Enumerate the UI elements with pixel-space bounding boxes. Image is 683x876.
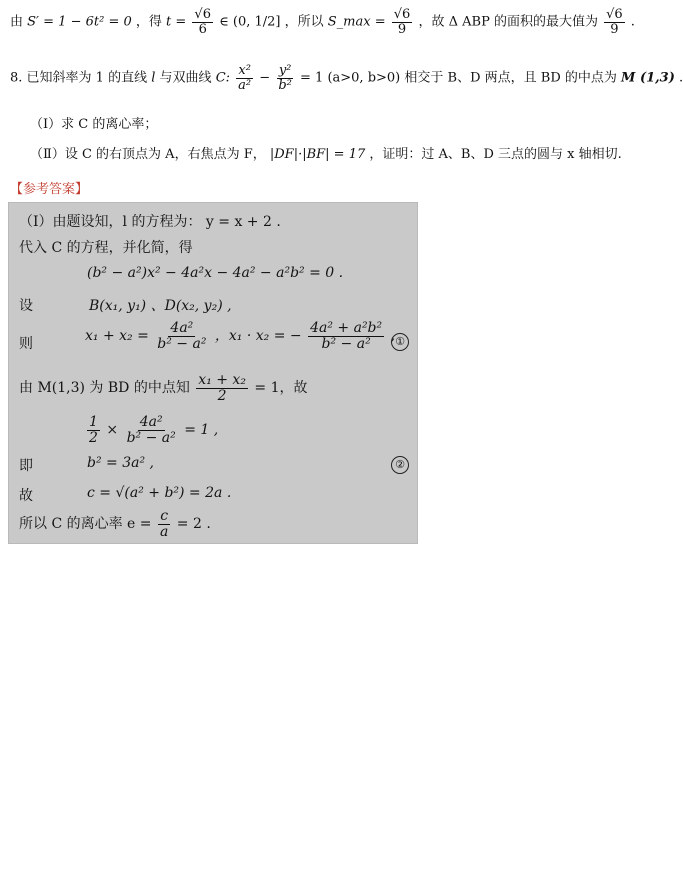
curve-name: C: xyxy=(215,70,231,86)
frac-num: x² xyxy=(238,63,251,78)
prev-interval: ∈ (0, 1/2] xyxy=(219,14,281,30)
frac-den: b² xyxy=(278,77,292,93)
midpoint-fraction xyxy=(196,373,248,403)
prev-smax-lhs: S_max = xyxy=(327,14,386,30)
minus-sign: − xyxy=(259,70,271,86)
frac-den: b² − a² xyxy=(321,335,371,352)
prev-solution-line xyxy=(10,8,635,36)
row-end: , xyxy=(390,328,396,345)
problem-number: 8. xyxy=(10,70,23,86)
sum-lhs: x₁ + x₂ = xyxy=(85,328,149,345)
equation-rhs: = 1 (a>0, b>0) xyxy=(300,70,401,86)
eccentricity-fraction xyxy=(158,509,170,539)
solution-row xyxy=(85,415,218,445)
answer-label: 【参考答案】 xyxy=(10,182,89,197)
frac-den: 9 xyxy=(397,21,407,37)
row-end: = 1 , xyxy=(184,422,219,439)
equation-mark-1: ① xyxy=(391,333,409,351)
solution-row: (b² − a²)x² − 4a²x − 4a² − a²b² = 0 . xyxy=(87,265,344,281)
frac-den: a xyxy=(159,523,169,540)
line-name: l xyxy=(151,70,156,86)
prev-end: . xyxy=(630,14,635,30)
frac-num: √6 xyxy=(606,7,623,22)
prev-lead: 由 xyxy=(10,14,24,30)
solution-scan xyxy=(8,202,418,544)
frac-den: 6 xyxy=(198,21,207,37)
frac-num: 4a² xyxy=(139,414,163,430)
frac-num: 1 xyxy=(89,414,98,430)
frac-num: 4a² + a²b² xyxy=(310,320,383,336)
prev-s-fraction xyxy=(392,8,413,36)
solution-row xyxy=(19,509,211,539)
sum-fraction xyxy=(155,321,208,351)
prev-text: ，得 xyxy=(135,14,162,30)
prev-t-lhs: t = xyxy=(166,14,187,30)
half-fraction xyxy=(87,415,100,445)
solution-row: 代入 C 的方程，并化简，得 xyxy=(19,240,193,256)
eccentricity-result: = 2 . xyxy=(176,516,211,533)
solution-row xyxy=(85,321,395,351)
part-2-formula: |DF|·|BF| = 17 xyxy=(269,147,366,162)
frac-den: b² − a² xyxy=(126,429,176,446)
times-sign: × xyxy=(106,422,119,439)
problem-text: 已知斜率为 1 的直线 xyxy=(26,70,148,86)
problem-text: 相交于 B、D 两点，且 BD 的中点为 xyxy=(404,70,617,86)
midpoint-text: 由 M(1,3) 为 BD 的中点知 xyxy=(19,380,190,397)
prev-final-fraction xyxy=(604,8,625,36)
y-fraction xyxy=(276,64,294,92)
part-2 xyxy=(30,146,622,164)
solution-label: 则 xyxy=(19,336,33,352)
frac-den: 2 xyxy=(217,387,227,404)
frac-num: x₁ + x₂ xyxy=(198,372,246,388)
prev-equation: S′ = 1 − 6t² = 0 xyxy=(27,14,132,30)
frac-den: a² xyxy=(238,77,252,93)
problem-8-statement xyxy=(10,64,683,92)
solution-row: b² = 3a² , xyxy=(87,455,154,471)
solution-row: （Ⅰ）由题设知，l 的方程为： y = x + 2 . xyxy=(19,214,281,230)
sum-fraction-2 xyxy=(125,415,178,445)
prev-text: ，所以 xyxy=(284,14,324,30)
frac-den: b² − a² xyxy=(157,335,207,352)
frac-den: 9 xyxy=(610,21,619,37)
problem-end: . xyxy=(679,70,683,86)
problem-text: 与双曲线 xyxy=(159,70,212,86)
frac-num: √6 xyxy=(393,7,411,22)
frac-num: c xyxy=(160,508,169,524)
prev-t-fraction xyxy=(192,8,213,36)
product-fraction xyxy=(308,321,384,351)
solution-label: 设 xyxy=(19,298,33,314)
solution-row xyxy=(19,373,308,403)
x-fraction xyxy=(236,64,253,92)
equation-mark-2: ② xyxy=(391,456,409,474)
prev-text: ，故 Δ ABP 的面积的最大值为 xyxy=(418,14,598,30)
solution-label: 即 xyxy=(19,458,33,474)
frac-num: 4a² xyxy=(170,320,194,336)
frac-den: 2 xyxy=(89,429,98,446)
part-1: （Ⅰ）求 C 的离心率； xyxy=(30,117,158,132)
eccentricity-text: 所以 C 的离心率 e = xyxy=(19,516,152,533)
frac-num: √6 xyxy=(194,7,211,22)
part-2-text: （Ⅱ）设 C 的右顶点为 A，右焦点为 F， xyxy=(30,147,266,162)
part-2-text: ，证明：过 A、B、D 三点的圆与 x 轴相切. xyxy=(369,147,622,162)
product-lhs: ，x₁ · x₂ = − xyxy=(214,328,302,345)
frac-num: y² xyxy=(278,63,292,78)
midpoint: M (1,3) xyxy=(621,70,675,86)
solution-row: B(x₁, y₁) 、D(x₂, y₂) , xyxy=(89,298,232,314)
midpoint-result: = 1，故 xyxy=(254,380,308,397)
solution-row: c = √(a² + b²) = 2a . xyxy=(87,485,232,501)
solution-label: 故 xyxy=(19,488,33,504)
